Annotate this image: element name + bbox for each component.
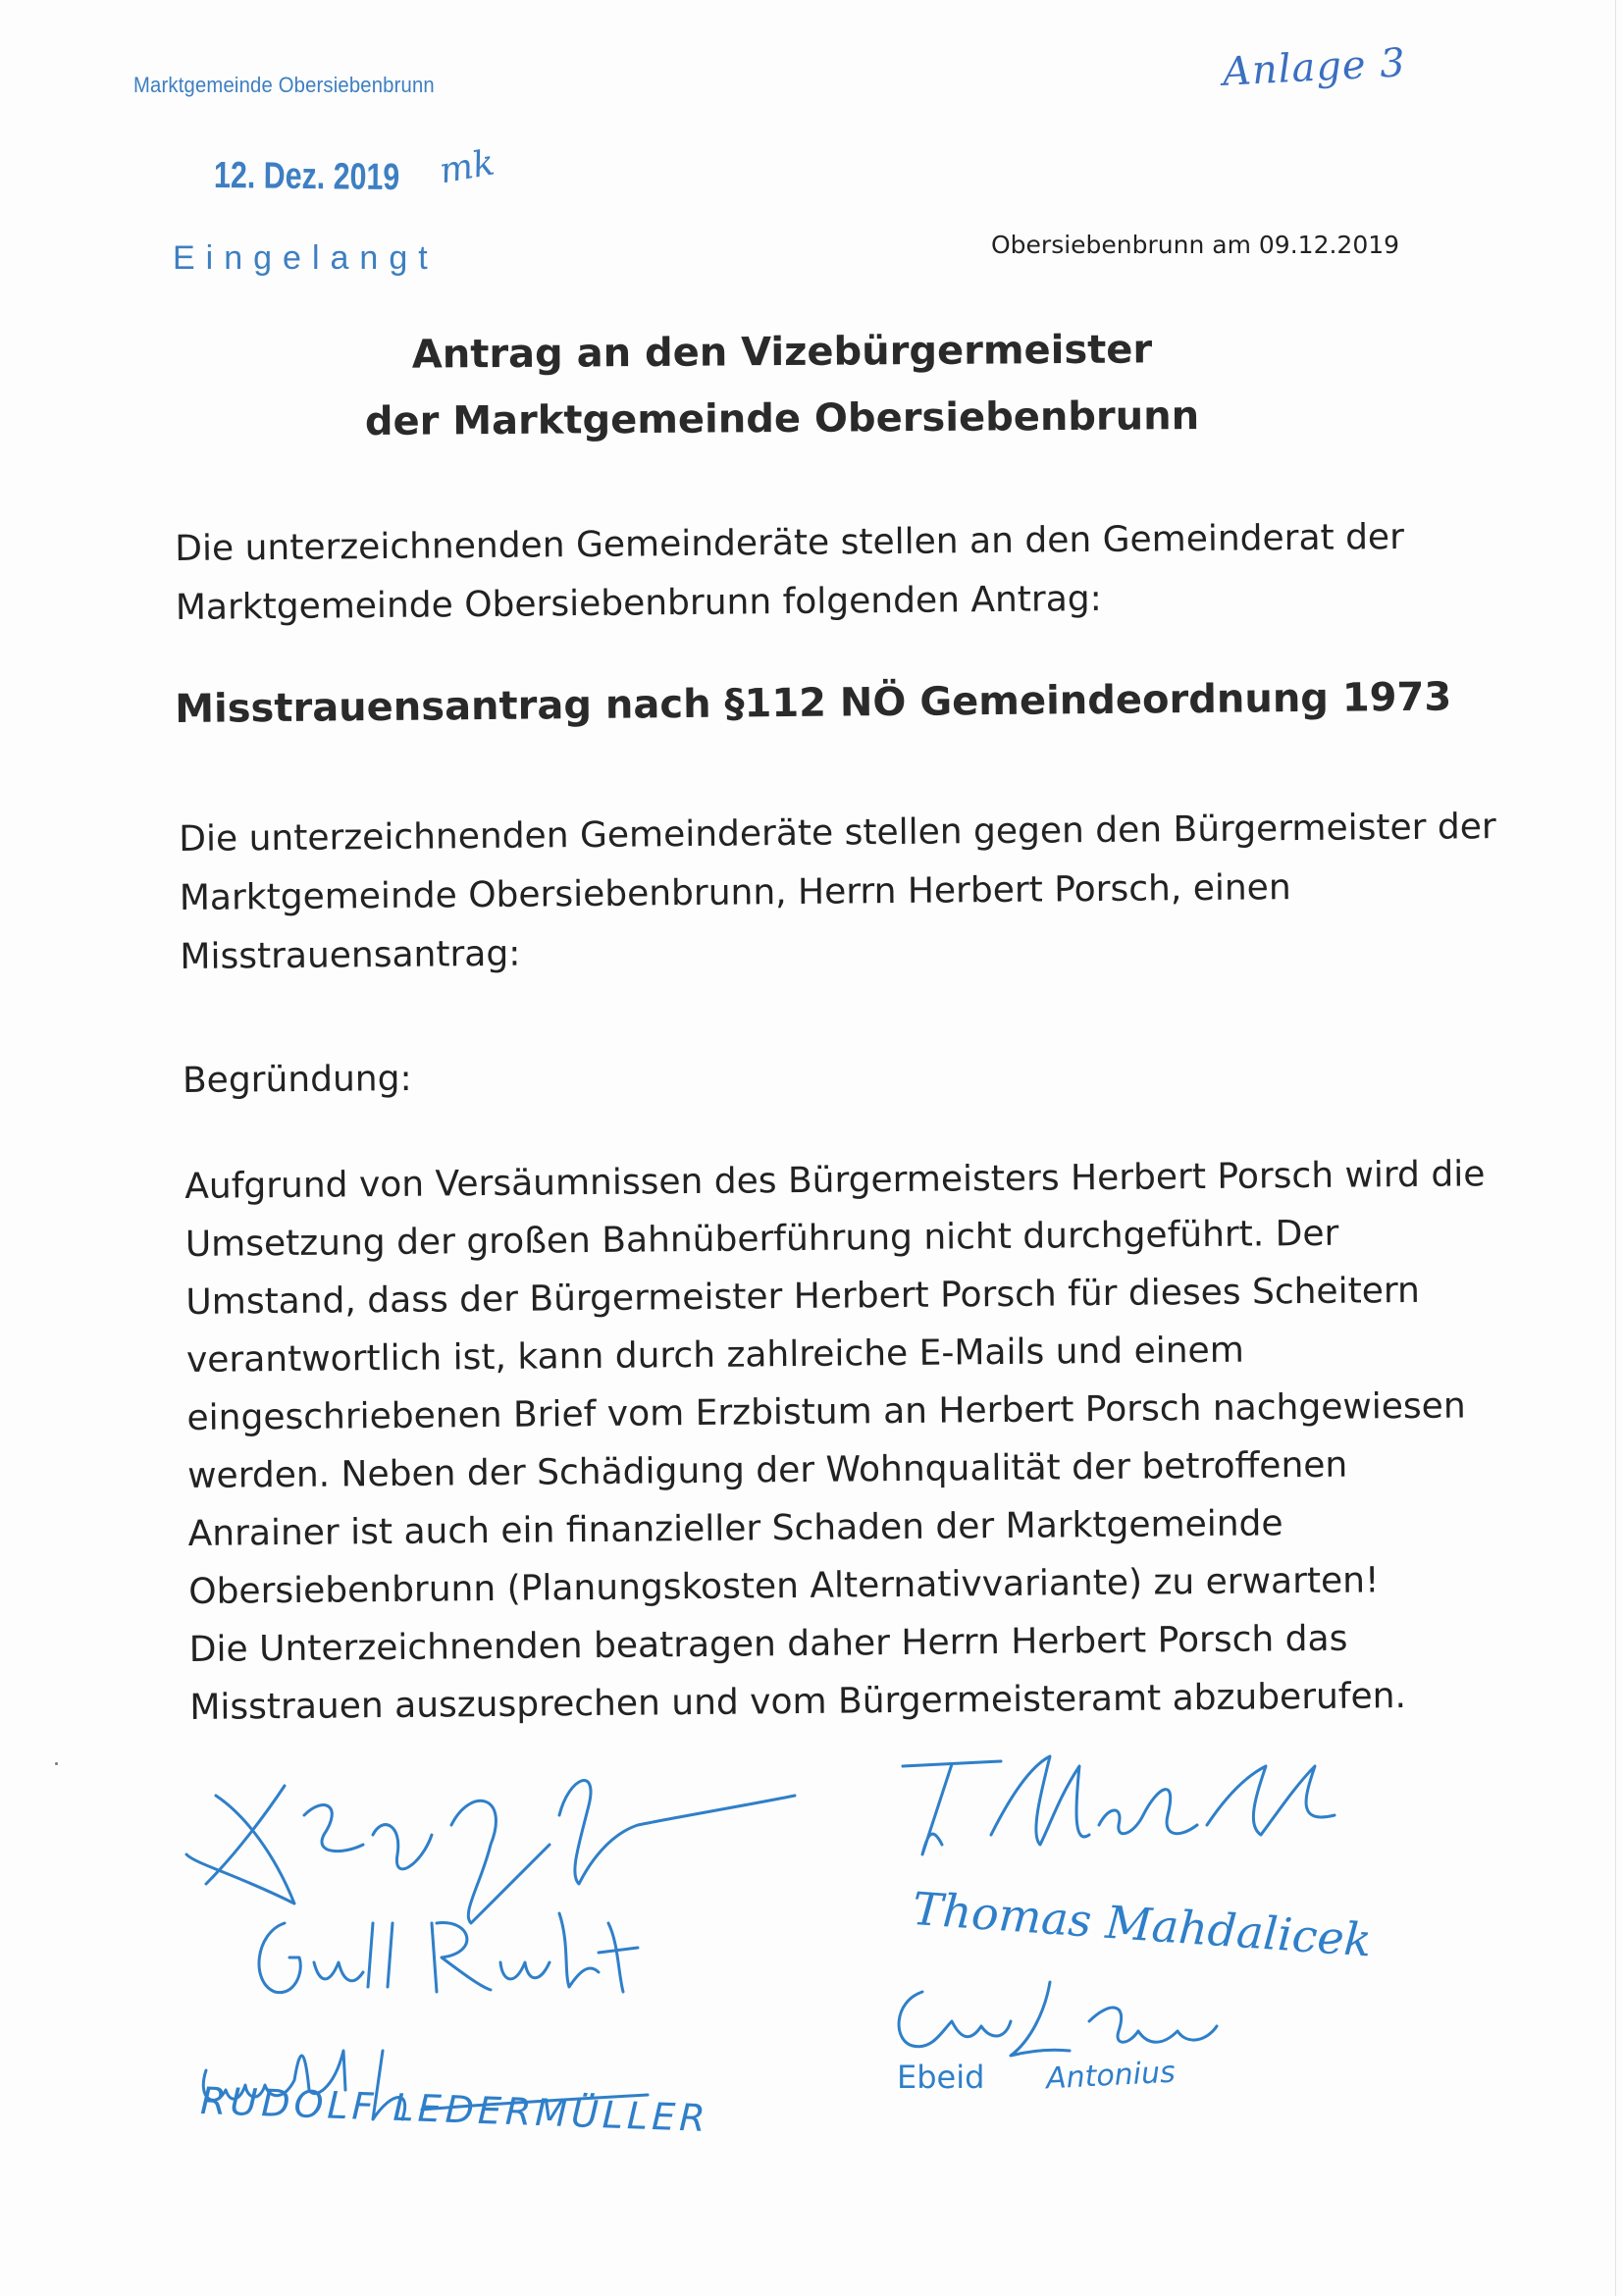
signature-name-right-2-first: Ebeid bbox=[897, 2059, 985, 2096]
motion-line: Die unterzeichnenden Gemeinderäte stellen gegen den Bürgermeister der bbox=[179, 807, 1496, 860]
scan-edge-line bbox=[1615, 0, 1616, 2296]
signature-name-right-2-last: Antonius bbox=[1045, 2055, 1177, 2097]
motion-line: Marktgemeinde Obersiebenbrunn, Herrn Herbert Porsch, einen bbox=[179, 867, 1291, 918]
reason-line: Aufgrund von Versäumnissen des Bürgermeisters Herbert Porsch wird die bbox=[184, 1154, 1486, 1207]
reason-line: Die Unterzeichnenden beatragen daher Herrn Herbert Porsch das bbox=[188, 1618, 1348, 1670]
stamp-initials: mk bbox=[436, 142, 498, 192]
signature-scribble-right-2 bbox=[883, 1972, 1236, 2070]
stamp-received-label: Eingelangt bbox=[173, 239, 439, 277]
reason-paragraph bbox=[184, 1146, 1486, 1737]
title-line-1: Antrag an den Vizebürgermeister bbox=[411, 327, 1153, 378]
annex-note: Anlage 3 bbox=[1221, 40, 1407, 95]
motion-paragraph bbox=[179, 799, 1496, 987]
reason-line: Obersiebenbrunn (Planungskosten Alternativvariante) zu erwarten! bbox=[188, 1560, 1380, 1612]
reason-line: werden. Neben der Schädigung der Wohnqualität der betroffenen bbox=[186, 1444, 1348, 1496]
reason-line: Anrainer ist auch ein finanzieller Schaden der Marktgemeinde bbox=[187, 1503, 1283, 1554]
stamp-date: 12. Dez. 2019 bbox=[213, 155, 400, 199]
scan-speck bbox=[55, 1762, 58, 1765]
reason-heading: Begründung: bbox=[182, 1058, 412, 1102]
reason-line: Umstand, dass der Bürgermeister Herbert Porsch für dieses Scheitern bbox=[185, 1270, 1421, 1323]
intro-paragraph bbox=[175, 508, 1405, 638]
signature-name-left-1 bbox=[245, 1904, 657, 2011]
intro-line: Marktgemeinde Obersiebenbrunn folgenden Antrag: bbox=[175, 578, 1102, 628]
reason-line: Misstrauen auszusprechen und vom Bürgermeisteramt abzuberufen. bbox=[189, 1676, 1407, 1728]
signature-name-left-2: RUDOLF LEDERMÜLLER bbox=[199, 2078, 710, 2141]
intro-line: Die unterzeichnenden Gemeinderäte stellen an den Gemeinderat der bbox=[175, 516, 1405, 569]
signature-scribble-right-1 bbox=[883, 1737, 1354, 1874]
place-date: Obersiebenbrunn am 09.12.2019 bbox=[991, 231, 1400, 259]
signature-name-right-1: Thomas Mahdalicek bbox=[911, 1882, 1374, 1967]
title-line-2: der Marktgemeinde Obersiebenbrunn bbox=[364, 393, 1200, 444]
stamp-organization: Marktgemeinde Obersiebenbrunn bbox=[133, 73, 435, 97]
motion-line: Misstrauensantrag: bbox=[180, 933, 521, 977]
reason-line: eingeschriebenen Brief vom Erzbistum an Herbert Porsch nachgewiesen bbox=[186, 1385, 1466, 1438]
motion-subject: Misstrauensantrag nach §112 NÖ Gemeindeordnung 1973 bbox=[175, 674, 1452, 732]
reason-line: verantwortlich ist, kann durch zahlreiche E-Mails und einem bbox=[185, 1330, 1244, 1381]
reason-line: Umsetzung der großen Bahnüberführung nicht durchgeführt. Der bbox=[184, 1213, 1339, 1265]
